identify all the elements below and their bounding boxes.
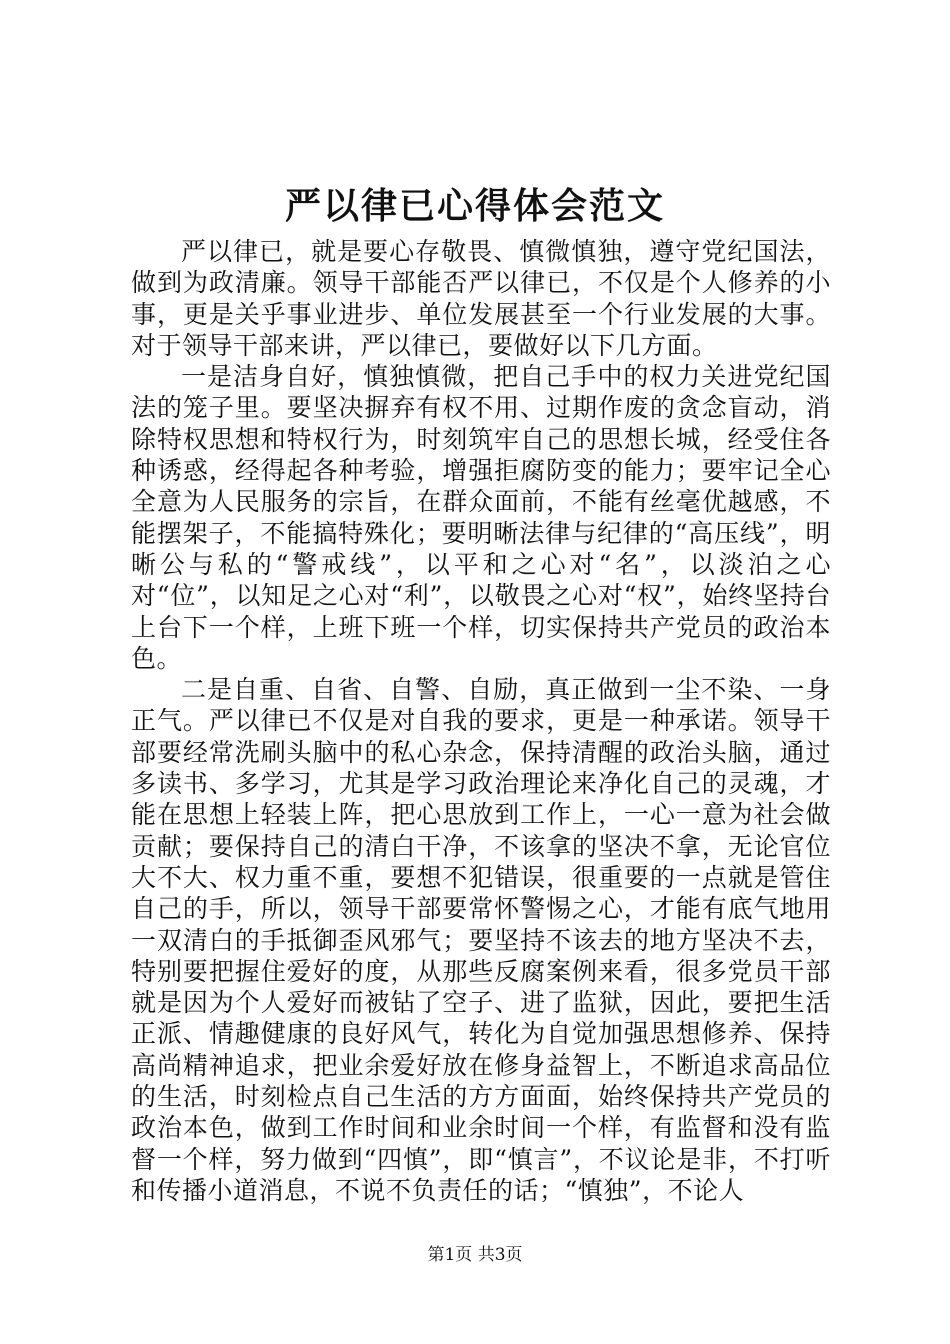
paragraph: 一是洁身自好，慎独慎微，把自己手中的权力关进党纪国法的笼子里。要坚决摒弃有权不用、过期作废的贪念盲动，消除特权思想和特权行为，时刻筑牢自己的思想长城，经受住各种诱惑，经得起各种考验，增强拒腐防变的能力；要牢记全心全意为人民服务的宗旨，在群众面前，不能有丝毫优越感，不能摆架子，不能搞特殊化；要明晰法律与纪律的“高压线”，明晰公与私的“警戒线”，以平和之心对“名”，以淡泊之心对“位”，以知足之心对“利”，以敬畏之心对“权”，始终坚持台上台下一个样，上班下班一个样，切实保持共产党员的政治本色。	[131, 362, 831, 673]
document-body	[131, 236, 831, 1206]
paragraph: 严以律已，就是要心存敬畏、慎微慎独，遵守党纪国法，做到为政清廉。领导干部能否严以律已，不仅是个人修养的小事，更是关乎事业进步、单位发展甚至一个行业发展的大事。对于领导干部来讲，严以律已，要做好以下几方面。	[131, 237, 831, 360]
page-number-footer: 第1页 共3页	[427, 1245, 523, 1265]
paragraph: 二是自重、自省、自警、自励，真正做到一尘不染、一身正气。严以律已不仅是对自我的要求，更是一种承诺。领导干部要经常洗刷头脑中的私心杂念，保持清醒的政治头脑，通过多读书、多学习，尤其是学习政治理论来净化自己的灵魂，才能在思想上轻装上阵，把心思放到工作上，一心一意为社会做贡献；要保持自己的清白干净，不该拿的坚决不拿，无论官位大不大、权力重不重，要想不犯错误，很重要的一点就是管住自己的手，所以，领导干部要常怀警惕之心，才能有底气地用一双清白的手抵御歪风邪气；要坚持不该去的地方坚决不去，特别要把握住爱好的度，从那些反腐案例来看，很多党员干部就是因为个人爱好而被钻了空子、进了监狱，因此，要把生活正派、情趣健康的良好风气，转化为自觉加强思想修养、保持高尚精神追求，把业余爱好放在修身益智上，不断追求高品位的生活，时刻检点自己生活的方方面面，始终保持共产党员的政治本色，做到工作时间和业余时间一个样，有监督和没有监督一个样，努力做到“四慎”，即“慎言”，不议论是非，不打听和传播小道消息，不说不负责任的话；“慎独”，不论人	[131, 675, 831, 1205]
page-title: 严以律已心得体会范文	[284, 185, 665, 227]
